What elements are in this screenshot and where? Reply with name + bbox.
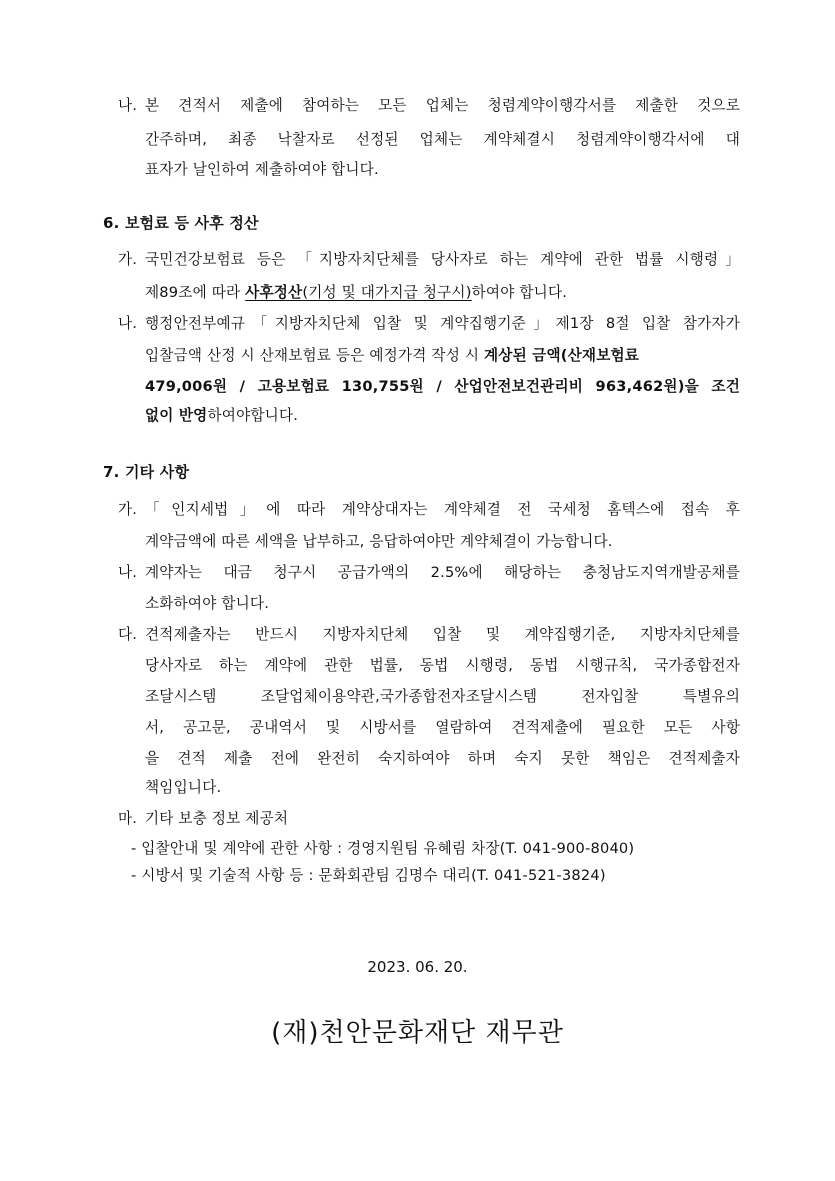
section-heading: 6. 보험료 등 사후 정산: [103, 214, 259, 232]
document-date: 2023. 06. 20.: [367, 958, 468, 976]
paragraph-line: 계약금액에 따른 세액을 납부하고, 응답하여야만 계약체결이 가능합니다.: [145, 533, 613, 550]
paragraph-line: 을 견적 제출 전에 완전히 숙지하여야 하며 숙지 못한 책임은 견적제출자: [145, 750, 740, 767]
item-marker: 나.: [118, 97, 138, 114]
item-marker: 마.: [118, 810, 138, 827]
item-marker: 다.: [118, 626, 138, 643]
contact-line: - 시방서 및 기술적 사항 등 : 문화회관팀 김명수 대리(T. 041-521-3824): [131, 867, 606, 884]
item-marker: 가.: [118, 501, 138, 518]
text-run: 제89조에 따라: [145, 284, 246, 301]
item-marker: 나.: [118, 564, 138, 581]
emphasis-text: 계상된 금액(산재보험료: [483, 347, 640, 364]
text-run: 하여야합니다.: [207, 407, 299, 424]
paragraph-line: 당사자로 하는 계약에 관한 법률, 동법 시행령, 동법 시행규칙, 국가종합전자: [145, 657, 740, 674]
paragraph-line: 표자가 날인하여 제출하여야 합니다.: [145, 161, 379, 178]
paragraph-line: 서, 공고문, 공내역서 및 시방서를 열람하여 견적제출에 필요한 모든 사항: [145, 719, 740, 736]
paragraph-line: 간주하며, 최종 낙찰자로 선정된 업체는 계약체결시 청렴계약이행각서에 대: [145, 131, 740, 148]
emphasis-line: 479,006원 / 고용보험료 130,755원 / 산업안전보건관리비 963,462원)을 조건: [145, 378, 740, 395]
paragraph-line: 견적제출자는 반드시 지방자치단체 입찰 및 계약집행기준, 지방자치단체를: [145, 626, 740, 643]
underlined-text: (기성 및 대가지급 청구시): [302, 284, 472, 301]
paragraph-line: 조달시스템 조달업체이용약관,국가종합전자조달시스템 전자입찰 특별유의: [145, 688, 740, 705]
emphasis-text: 없이 반영: [145, 407, 208, 424]
issuer-name: (재)천안문화재단 재무관: [271, 1018, 564, 1048]
contact-line: - 입찰안내 및 계약에 관한 사항 : 경영지원팀 유혜림 차장(T. 041-900-8040): [131, 840, 635, 857]
paragraph-line: 책임입니다.: [145, 779, 222, 796]
paragraph-line: [145, 283, 567, 303]
paragraph-line: 국민건강보험료 등은 「지방자치단체를 당사자로 하는 계약에 관한 법률 시행령」: [145, 251, 740, 268]
paragraph-line: 행정안전부예규「지방자치단체 입찰 및 계약집행기준」제1장 8절 입찰 참가자가: [145, 315, 740, 332]
section-heading: 7. 기타 사항: [103, 463, 190, 481]
paragraph-line: 기타 보충 정보 제공처: [145, 810, 289, 827]
item-marker: 나.: [118, 315, 138, 332]
paragraph-line: 「인지세법」에 따라 계약상대자는 계약체결 전 국세청 홈텍스에 접속 후: [145, 501, 740, 518]
item-marker: 가.: [118, 251, 138, 268]
paragraph-line: 계약자는 대금 청구시 공급가액의 2.5%에 해당하는 충청남도지역개발공채를: [145, 564, 740, 581]
text-run: 입찰금액 산정 시 산재보험료 등은 예정가격 작성 시: [145, 347, 484, 364]
paragraph-line: [145, 406, 298, 426]
paragraph-line: 소화하여야 합니다.: [145, 595, 270, 612]
paragraph-line: [145, 346, 639, 366]
paragraph-line: 본 견적서 제출에 참여하는 모든 업체는 청렴계약이행각서를 제출한 것으로: [145, 97, 740, 114]
emphasis-text: 사후정산: [245, 284, 303, 301]
text-run: 하여야 합니다.: [471, 284, 568, 301]
